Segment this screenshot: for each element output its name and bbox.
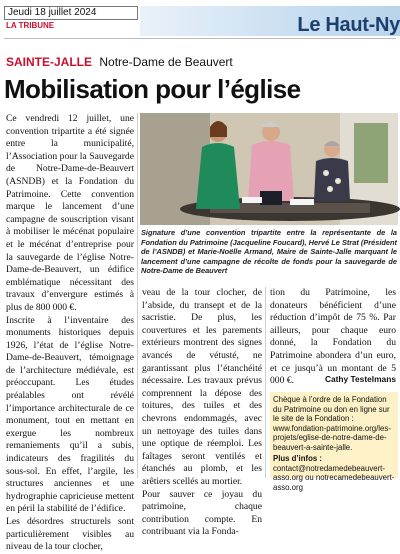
paragraph: Inscrite à l’inventaire des monuments historiques depuis 1926, l’état de l’église Notre-Dame-de-Beauvert, témoignage de l’architecture médiévale, est préoccupant. Les études préalables ont révélé l’importance architecturale de ce monument, tout en mettant en exergue les nombreux remaniements qu’il a subis, indicateurs des fragilités du sous-sol. En effet, l’argile, les structures anciennes et une hydrographie capricieuse mettent en péril la stabilité de l’édifice. — [6, 314, 134, 515]
paragraph: Pour sauver ce joyau du patrimoine, chaque contribution compte. En contribuant via la Fonda- — [142, 488, 262, 538]
paragraph: veau de la tour clocher, de l’abside, du transept et de la sacristie. De plus, les couvertures et les parements extérieurs montrent des signes avancés de vétusté, ne garantissant plus l’étanchéité nécessaire. Les travaux prévus comprennent la dépose des toitures, des tuiles et des chevrons endommagés, avec un nettoyage des tuiles dans une optique de réemploi. Les faîtages seront ventilés et étanchés au plomb, et les arêtiers scellés au mortier. — [142, 287, 262, 487]
article-photo — [140, 113, 398, 225]
photo-illustration — [140, 113, 398, 225]
photo-caption: Signature d’une convention tripartite entre la représentante de la Fondation du Patrimoine (Jacqueline Foucard), Hervé Le Strat (Président de l’ASNDB) et Marie-Noëlle Armand, Maire de Sainte-Jalle marquant le lancement d’une campagne de récolte de fonds pour la sauvegarde de Notre-Dame de Beauvert — [141, 228, 397, 276]
paragraph: Ce vendredi 12 juillet, une convention tripartite a été signée entre la municipalité, l’Association pour la Sauvegarde de Notre-Dame-de-Beauvert (ASNDB) et la Fondation du Patrimoine. Cette convention marque le lancement d’une campagne de souscription visant à mobiliser le mécénat populaire et le mécénat d’entreprise pour la sauvegarde de l’église Notre-Dame-de-Beauvert, un édifice emblématique nécessitant des travaux d’envergure estimés à plus de 800 000 €. — [6, 113, 134, 313]
contact-links: contact@notredamedebeauvert-asso.org ou notrecamedebeauvert-asso.org — [273, 463, 395, 492]
donation-info-box — [270, 392, 398, 492]
publication-name: LA TRIBUNE — [6, 21, 55, 30]
region-title: Le Haut-Ny — [297, 14, 400, 36]
article-column-2 — [142, 287, 262, 538]
column-separator — [137, 113, 138, 478]
kicker-subtitle: Notre-Dame de Beauvert — [99, 55, 233, 69]
article-column-1 — [6, 113, 134, 553]
header-divider — [4, 38, 396, 39]
article-kicker — [6, 55, 233, 69]
kicker-place: SAINTE-JALLE — [6, 55, 93, 69]
donation-instructions: Chèque à l’ordre de la Fondation du Patrimoine ou don en ligne sur le site de la Fondation : www.fondation-patrimoine.org/les-projets/eglise-de-notre-dame-de-beauvert-a-sainte-jalle. — [273, 395, 391, 452]
paragraph: Les désordres structurels sont particulièrement visibles au niveau de la tour clocher, — [6, 516, 134, 553]
article-title: Mobilisation pour l’église — [4, 74, 301, 104]
author-byline: Cathy Testelmans — [324, 374, 396, 384]
page-header — [0, 0, 400, 36]
more-info-label: Plus d’infos : — [273, 454, 322, 463]
issue-date: Jeudi 18 juillet 2024 — [4, 6, 138, 20]
column-separator — [265, 287, 266, 478]
paragraph: tion du Patrimoine, les donateurs bénéficient d’une réduction d’impôt de 75 %. Par ailleurs, pour chaque euro donné, la Fondation du Patrimoine abondera d’un euro, et ce jusqu’à un montant de 5 000 €. — [270, 287, 396, 387]
region-banner — [140, 6, 400, 36]
